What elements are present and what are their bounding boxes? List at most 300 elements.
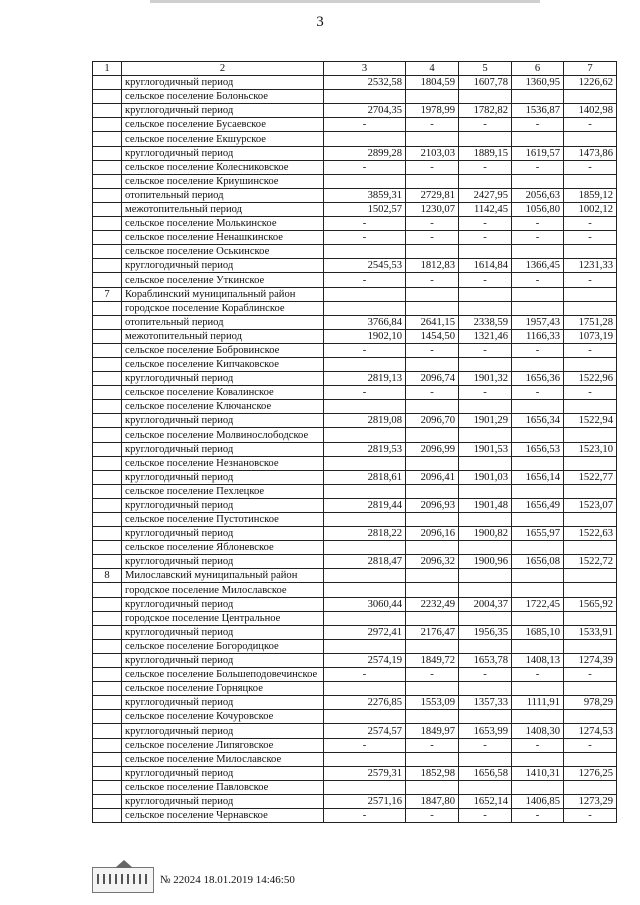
value-cell bbox=[406, 583, 459, 597]
value-cell bbox=[406, 428, 459, 442]
row-number-cell bbox=[93, 414, 122, 428]
value-cell: - bbox=[512, 118, 564, 132]
value-cell: - bbox=[512, 160, 564, 174]
row-number-cell bbox=[93, 752, 122, 766]
row-name-cell: сельское поселение Екшурское bbox=[122, 132, 324, 146]
value-cell bbox=[406, 639, 459, 653]
value-cell bbox=[564, 541, 617, 555]
value-cell bbox=[324, 287, 406, 301]
value-cell: 3766,84 bbox=[324, 315, 406, 329]
row-name-cell: сельское поселение Молькинское bbox=[122, 217, 324, 231]
row-number-cell bbox=[93, 696, 122, 710]
value-cell bbox=[459, 456, 512, 470]
value-cell bbox=[459, 541, 512, 555]
row-name-cell: сельское поселение Чернавское bbox=[122, 808, 324, 822]
value-cell: 1454,50 bbox=[406, 329, 459, 343]
value-cell bbox=[512, 611, 564, 625]
value-cell: 1653,78 bbox=[459, 653, 512, 667]
value-cell: 2819,08 bbox=[324, 414, 406, 428]
value-cell bbox=[459, 428, 512, 442]
value-cell: 1656,49 bbox=[512, 498, 564, 512]
table-row bbox=[93, 752, 617, 766]
row-name-cell: круглогодичный период bbox=[122, 442, 324, 456]
row-number-cell bbox=[93, 541, 122, 555]
row-number-cell: 8 bbox=[93, 569, 122, 583]
value-cell bbox=[459, 132, 512, 146]
value-cell: - bbox=[564, 343, 617, 357]
row-number-cell bbox=[93, 174, 122, 188]
row-number-cell bbox=[93, 132, 122, 146]
value-cell: 2574,19 bbox=[324, 653, 406, 667]
row-name-cell: межотопительный период bbox=[122, 202, 324, 216]
value-cell bbox=[324, 569, 406, 583]
row-name-cell: круглогодичный период bbox=[122, 414, 324, 428]
row-name-cell: сельское поселение Милославское bbox=[122, 752, 324, 766]
value-cell: 1956,35 bbox=[459, 625, 512, 639]
value-cell: 1408,13 bbox=[512, 653, 564, 667]
value-cell bbox=[512, 710, 564, 724]
value-cell: 2579,31 bbox=[324, 766, 406, 780]
value-cell bbox=[459, 583, 512, 597]
value-cell: 2276,85 bbox=[324, 696, 406, 710]
value-cell bbox=[512, 569, 564, 583]
value-cell: 1978,99 bbox=[406, 104, 459, 118]
value-cell: 1847,80 bbox=[406, 794, 459, 808]
value-cell: 2641,15 bbox=[406, 315, 459, 329]
row-name-cell: сельское поселение Кипчаковское bbox=[122, 357, 324, 371]
table-row bbox=[93, 456, 617, 470]
value-cell bbox=[406, 752, 459, 766]
row-name-cell: сельское поселение Бусаевское bbox=[122, 118, 324, 132]
table-row bbox=[93, 555, 617, 569]
value-cell: 1231,33 bbox=[564, 259, 617, 273]
tariff-table bbox=[92, 61, 617, 823]
value-cell bbox=[459, 400, 512, 414]
value-cell: 1607,78 bbox=[459, 76, 512, 90]
value-cell: 1656,34 bbox=[512, 414, 564, 428]
row-name-cell: круглогодичный период bbox=[122, 146, 324, 160]
value-cell bbox=[406, 456, 459, 470]
row-name-cell: сельское поселение Бобровинское bbox=[122, 343, 324, 357]
row-number-cell bbox=[93, 653, 122, 667]
value-cell: 2056,63 bbox=[512, 188, 564, 202]
value-cell: 2972,41 bbox=[324, 625, 406, 639]
table-row bbox=[93, 160, 617, 174]
value-cell: 2532,58 bbox=[324, 76, 406, 90]
header-cell: 1 bbox=[93, 62, 122, 76]
row-number-cell bbox=[93, 527, 122, 541]
value-cell bbox=[324, 583, 406, 597]
row-name-cell: сельское поселение Липяговское bbox=[122, 738, 324, 752]
value-cell: - bbox=[406, 668, 459, 682]
value-cell: 1321,46 bbox=[459, 329, 512, 343]
value-cell: 1782,82 bbox=[459, 104, 512, 118]
value-cell: 1614,84 bbox=[459, 259, 512, 273]
row-name-cell: круглогодичный период bbox=[122, 625, 324, 639]
table-row bbox=[93, 527, 617, 541]
value-cell bbox=[406, 287, 459, 301]
table-row bbox=[93, 259, 617, 273]
row-number-cell bbox=[93, 639, 122, 653]
value-cell bbox=[564, 710, 617, 724]
table-row bbox=[93, 343, 617, 357]
value-cell: - bbox=[459, 668, 512, 682]
row-name-cell: круглогодичный период bbox=[122, 372, 324, 386]
row-number-cell bbox=[93, 668, 122, 682]
table-row bbox=[93, 625, 617, 639]
row-name-cell: сельское поселение Кочуровское bbox=[122, 710, 324, 724]
value-cell bbox=[564, 400, 617, 414]
value-cell: 1226,62 bbox=[564, 76, 617, 90]
header-cell: 3 bbox=[324, 62, 406, 76]
value-cell: 1073,19 bbox=[564, 329, 617, 343]
row-name-cell: городское поселение Милославское bbox=[122, 583, 324, 597]
table-row bbox=[93, 611, 617, 625]
row-number-cell bbox=[93, 357, 122, 371]
header-cell: 2 bbox=[122, 62, 324, 76]
value-cell bbox=[512, 752, 564, 766]
value-cell: 1957,43 bbox=[512, 315, 564, 329]
scan-edge-line bbox=[150, 0, 540, 3]
value-cell: 2818,61 bbox=[324, 470, 406, 484]
value-cell: 2103,03 bbox=[406, 146, 459, 160]
row-name-cell: круглогодичный период bbox=[122, 794, 324, 808]
value-cell bbox=[324, 132, 406, 146]
value-cell: 1402,98 bbox=[564, 104, 617, 118]
value-cell bbox=[459, 245, 512, 259]
value-cell: 1656,58 bbox=[459, 766, 512, 780]
table-row bbox=[93, 414, 617, 428]
table-row bbox=[93, 90, 617, 104]
value-cell: 1230,07 bbox=[406, 202, 459, 216]
table-row bbox=[93, 118, 617, 132]
value-cell bbox=[324, 301, 406, 315]
value-cell: 1473,86 bbox=[564, 146, 617, 160]
value-cell: 2545,53 bbox=[324, 259, 406, 273]
header-cell: 4 bbox=[406, 62, 459, 76]
table-row bbox=[93, 301, 617, 315]
row-number-cell bbox=[93, 188, 122, 202]
row-name-cell: межотопительный период bbox=[122, 329, 324, 343]
value-cell bbox=[564, 301, 617, 315]
value-cell bbox=[459, 710, 512, 724]
value-cell bbox=[512, 428, 564, 442]
value-cell bbox=[459, 569, 512, 583]
value-cell: - bbox=[324, 738, 406, 752]
row-number-cell bbox=[93, 682, 122, 696]
value-cell bbox=[406, 400, 459, 414]
value-cell: 1901,32 bbox=[459, 372, 512, 386]
value-cell: - bbox=[324, 668, 406, 682]
table-row bbox=[93, 104, 617, 118]
value-cell: - bbox=[459, 273, 512, 287]
document-footer bbox=[92, 867, 295, 893]
row-name-cell: круглогодичный период bbox=[122, 259, 324, 273]
value-cell: - bbox=[459, 343, 512, 357]
value-cell bbox=[512, 400, 564, 414]
value-cell: 1523,07 bbox=[564, 498, 617, 512]
row-number-cell bbox=[93, 597, 122, 611]
value-cell: 1142,45 bbox=[459, 202, 512, 216]
value-cell: 1502,57 bbox=[324, 202, 406, 216]
page-number: 3 bbox=[316, 14, 324, 30]
table-row bbox=[93, 794, 617, 808]
value-cell: - bbox=[406, 273, 459, 287]
row-number-cell bbox=[93, 301, 122, 315]
value-cell: 1522,96 bbox=[564, 372, 617, 386]
value-cell bbox=[564, 132, 617, 146]
value-cell: - bbox=[512, 343, 564, 357]
value-cell bbox=[564, 682, 617, 696]
row-number-cell bbox=[93, 738, 122, 752]
value-cell bbox=[459, 301, 512, 315]
value-cell bbox=[324, 513, 406, 527]
value-cell bbox=[324, 90, 406, 104]
row-name-cell: сельское поселение Горняцкое bbox=[122, 682, 324, 696]
value-cell: - bbox=[564, 386, 617, 400]
value-cell: - bbox=[324, 273, 406, 287]
value-cell bbox=[324, 428, 406, 442]
value-cell bbox=[512, 639, 564, 653]
value-cell: 2096,32 bbox=[406, 555, 459, 569]
value-cell: 1406,85 bbox=[512, 794, 564, 808]
value-cell bbox=[564, 357, 617, 371]
row-number-cell bbox=[93, 231, 122, 245]
value-cell: 2571,16 bbox=[324, 794, 406, 808]
table-row bbox=[93, 245, 617, 259]
value-cell bbox=[459, 174, 512, 188]
value-cell bbox=[406, 132, 459, 146]
value-cell: 2729,81 bbox=[406, 188, 459, 202]
table-row bbox=[93, 682, 617, 696]
row-name-cell: сельское поселение Молвинослободское bbox=[122, 428, 324, 442]
value-cell bbox=[512, 541, 564, 555]
row-number-cell bbox=[93, 794, 122, 808]
row-number-cell bbox=[93, 710, 122, 724]
value-cell: 1410,31 bbox=[512, 766, 564, 780]
row-number-cell bbox=[93, 76, 122, 90]
value-cell bbox=[512, 132, 564, 146]
value-cell: 1901,03 bbox=[459, 470, 512, 484]
value-cell: - bbox=[459, 217, 512, 231]
value-cell: 1722,45 bbox=[512, 597, 564, 611]
value-cell: 1366,45 bbox=[512, 259, 564, 273]
row-name-cell: сельское поселение Болоньское bbox=[122, 90, 324, 104]
row-name-cell: сельское поселение Уткинское bbox=[122, 273, 324, 287]
value-cell: - bbox=[324, 231, 406, 245]
value-cell: 1901,53 bbox=[459, 442, 512, 456]
value-cell bbox=[324, 752, 406, 766]
value-cell bbox=[459, 780, 512, 794]
row-name-cell: круглогодичный период bbox=[122, 527, 324, 541]
value-cell: - bbox=[512, 668, 564, 682]
value-cell: - bbox=[512, 386, 564, 400]
value-cell: - bbox=[512, 738, 564, 752]
row-number-cell bbox=[93, 329, 122, 343]
row-name-cell: городское поселение Кораблинское bbox=[122, 301, 324, 315]
value-cell: - bbox=[512, 273, 564, 287]
value-cell bbox=[512, 456, 564, 470]
row-name-cell: Милославский муниципальный район bbox=[122, 569, 324, 583]
row-name-cell: отопительный период bbox=[122, 188, 324, 202]
value-cell: 1656,08 bbox=[512, 555, 564, 569]
table-row bbox=[93, 597, 617, 611]
value-cell bbox=[564, 611, 617, 625]
value-cell bbox=[512, 287, 564, 301]
row-number-cell bbox=[93, 118, 122, 132]
value-cell: 1522,77 bbox=[564, 470, 617, 484]
value-cell: 1056,80 bbox=[512, 202, 564, 216]
header-cell: 6 bbox=[512, 62, 564, 76]
row-number-cell bbox=[93, 160, 122, 174]
header-cell: 7 bbox=[564, 62, 617, 76]
value-cell: 1652,14 bbox=[459, 794, 512, 808]
row-number-cell bbox=[93, 428, 122, 442]
value-cell bbox=[324, 611, 406, 625]
value-cell: - bbox=[512, 231, 564, 245]
table-row bbox=[93, 470, 617, 484]
table-row bbox=[93, 696, 617, 710]
value-cell: 1656,14 bbox=[512, 470, 564, 484]
row-number-cell bbox=[93, 780, 122, 794]
table-row bbox=[93, 287, 617, 301]
row-number-cell bbox=[93, 484, 122, 498]
value-cell: - bbox=[459, 118, 512, 132]
value-cell bbox=[324, 710, 406, 724]
table-row bbox=[93, 442, 617, 456]
value-cell bbox=[324, 484, 406, 498]
row-name-cell: круглогодичный период bbox=[122, 766, 324, 780]
value-cell: 1900,96 bbox=[459, 555, 512, 569]
row-name-cell: сельское поселение Яблоневское bbox=[122, 541, 324, 555]
table-row bbox=[93, 780, 617, 794]
value-cell bbox=[512, 174, 564, 188]
value-cell: - bbox=[406, 738, 459, 752]
value-cell bbox=[324, 541, 406, 555]
table-row bbox=[93, 498, 617, 512]
value-cell: 1901,29 bbox=[459, 414, 512, 428]
table-row bbox=[93, 273, 617, 287]
row-name-cell: круглогодичный период bbox=[122, 696, 324, 710]
value-cell: 2232,49 bbox=[406, 597, 459, 611]
table-row bbox=[93, 569, 617, 583]
value-cell bbox=[406, 780, 459, 794]
value-cell bbox=[406, 569, 459, 583]
row-name-cell: сельское поселение Большеподовечинское bbox=[122, 668, 324, 682]
table-row bbox=[93, 188, 617, 202]
value-cell: 2096,74 bbox=[406, 372, 459, 386]
value-cell: 1274,39 bbox=[564, 653, 617, 667]
row-name-cell: круглогодичный период bbox=[122, 76, 324, 90]
table-row bbox=[93, 710, 617, 724]
row-number-cell bbox=[93, 372, 122, 386]
table-row bbox=[93, 653, 617, 667]
value-cell: 2096,16 bbox=[406, 527, 459, 541]
row-number-cell bbox=[93, 400, 122, 414]
value-cell: 2819,13 bbox=[324, 372, 406, 386]
row-number-cell bbox=[93, 724, 122, 738]
value-cell: 1902,10 bbox=[324, 329, 406, 343]
value-cell: - bbox=[564, 668, 617, 682]
table-row bbox=[93, 668, 617, 682]
row-number-cell bbox=[93, 217, 122, 231]
value-cell: - bbox=[406, 386, 459, 400]
value-cell bbox=[459, 611, 512, 625]
value-cell: - bbox=[564, 273, 617, 287]
value-cell bbox=[324, 245, 406, 259]
table-row bbox=[93, 639, 617, 653]
value-cell: - bbox=[512, 808, 564, 822]
value-cell bbox=[324, 357, 406, 371]
row-name-cell: сельское поселение Ключанское bbox=[122, 400, 324, 414]
value-cell: 2704,35 bbox=[324, 104, 406, 118]
value-cell bbox=[324, 639, 406, 653]
row-number-cell bbox=[93, 766, 122, 780]
value-cell: 1751,28 bbox=[564, 315, 617, 329]
table-row bbox=[93, 766, 617, 780]
value-cell: - bbox=[564, 118, 617, 132]
header-cell: 5 bbox=[459, 62, 512, 76]
row-number-cell bbox=[93, 583, 122, 597]
row-number-cell bbox=[93, 456, 122, 470]
value-cell bbox=[564, 484, 617, 498]
value-cell bbox=[459, 357, 512, 371]
value-cell: 1522,63 bbox=[564, 527, 617, 541]
row-number-cell bbox=[93, 90, 122, 104]
table-row bbox=[93, 428, 617, 442]
value-cell bbox=[459, 639, 512, 653]
value-cell bbox=[459, 90, 512, 104]
table-row bbox=[93, 231, 617, 245]
value-cell: - bbox=[324, 160, 406, 174]
row-name-cell: сельское поселение Ненашкинское bbox=[122, 231, 324, 245]
value-cell: 1655,97 bbox=[512, 527, 564, 541]
value-cell: - bbox=[406, 343, 459, 357]
value-cell: - bbox=[564, 738, 617, 752]
value-cell bbox=[459, 682, 512, 696]
value-cell bbox=[459, 287, 512, 301]
row-name-cell: круглогодичный период bbox=[122, 470, 324, 484]
value-cell: 1523,10 bbox=[564, 442, 617, 456]
value-cell bbox=[564, 245, 617, 259]
row-number-cell bbox=[93, 808, 122, 822]
table-row bbox=[93, 738, 617, 752]
row-name-cell: сельское поселение Павловское bbox=[122, 780, 324, 794]
value-cell: - bbox=[406, 217, 459, 231]
value-cell: 1656,36 bbox=[512, 372, 564, 386]
value-cell: - bbox=[459, 738, 512, 752]
row-number-cell bbox=[93, 245, 122, 259]
table-row bbox=[93, 202, 617, 216]
value-cell: 1859,12 bbox=[564, 188, 617, 202]
value-cell bbox=[406, 245, 459, 259]
value-cell: 1522,72 bbox=[564, 555, 617, 569]
value-cell: - bbox=[324, 343, 406, 357]
value-cell: - bbox=[459, 808, 512, 822]
building-logo-icon bbox=[92, 867, 154, 893]
row-number-cell: 7 bbox=[93, 287, 122, 301]
value-cell: 1685,10 bbox=[512, 625, 564, 639]
row-number-cell bbox=[93, 386, 122, 400]
value-cell bbox=[564, 287, 617, 301]
value-cell: 1166,33 bbox=[512, 329, 564, 343]
value-cell bbox=[406, 484, 459, 498]
value-cell: 1656,53 bbox=[512, 442, 564, 456]
value-cell: - bbox=[406, 118, 459, 132]
value-cell bbox=[406, 90, 459, 104]
value-cell: 2004,37 bbox=[459, 597, 512, 611]
row-number-cell bbox=[93, 611, 122, 625]
